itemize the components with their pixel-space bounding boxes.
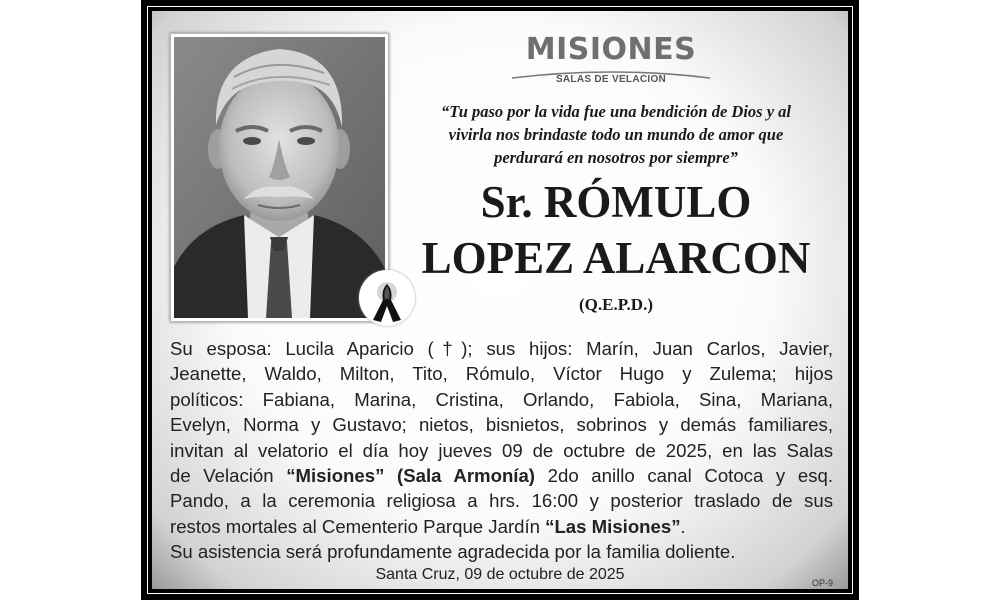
body-line: invitan al velatorio el día hoy jueves 09 de octubre de 2025, en las Salas	[170, 439, 833, 461]
memorial-quote	[408, 100, 824, 169]
body-line: Pando, a la ceremonia religiosa a hrs. 16:00 y posterior traslado de sus	[170, 490, 833, 512]
quote-line-2: vivirla nos brindaste todo un mundo de amor que	[448, 125, 784, 144]
body-line: Jeanette, Waldo, Milton, Tito, Rómulo, Víctor Hugo y Zulema; hijos	[170, 363, 833, 385]
body-line: Evelyn, Norma y Gustavo; nietos, bisnietos, sobrinos y demás familiares,	[170, 414, 833, 436]
place-date: Santa Cruz, 09 de octubre de 2025	[375, 566, 625, 583]
deceased-name-line-1: Sr. RÓMULO	[480, 177, 752, 227]
quote-line-3: perdurará en nosotros por siempre”	[494, 148, 738, 167]
body-text: 2do anillo canal Cotoca y esq.	[547, 465, 833, 487]
qepd-label: (Q.E.P.D.)	[579, 295, 653, 314]
room-name: (Sala Armonía)	[397, 465, 536, 487]
deceased-name-line-2: LOPEZ ALARCON	[421, 233, 811, 283]
body-line	[170, 514, 833, 539]
cemetery-name: “Las Misiones”	[545, 515, 681, 537]
logo-title: MISIONES	[525, 32, 697, 67]
quote-line-1: “Tu paso por la vida fue una bendición de Dios y al	[440, 102, 792, 121]
ad-code: OP-9	[812, 578, 834, 588]
venue-name: “Misiones”	[286, 465, 385, 487]
announcement-body	[170, 336, 833, 565]
body-line: políticos: Fabiana, Marina, Cristina, Orlando, Fabiola, Sina, Mariana,	[170, 388, 833, 410]
body-text: de Velación	[170, 465, 274, 487]
body-line: Su asistencia será profundamente agradecida por la familia doliente.	[170, 541, 736, 563]
body-text: restos mortales al Cementerio Parque Jardín	[170, 515, 540, 537]
body-text: .	[680, 515, 686, 537]
body-line	[170, 463, 833, 488]
logo-subtitle: SALAS DE VELACION	[555, 74, 667, 85]
portrait-photo	[170, 33, 389, 322]
funeral-home-logo	[508, 34, 714, 90]
body-line: Su esposa: Lucila Aparicio (†); sus hijos: Marín, Juan Carlos, Javier,	[170, 338, 833, 359]
